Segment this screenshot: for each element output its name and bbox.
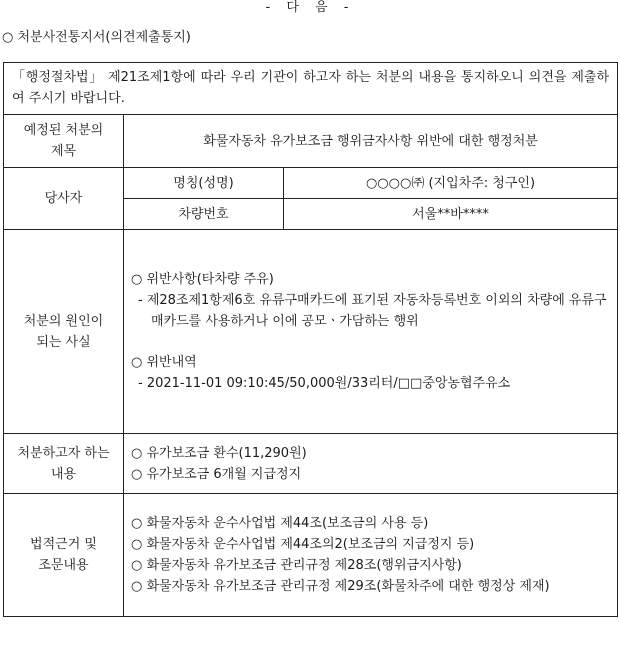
legal-row xyxy=(4,494,618,617)
intro-row xyxy=(4,63,618,115)
title-label-line2: 제목 xyxy=(50,144,77,159)
legal-label xyxy=(4,494,124,617)
content-label xyxy=(4,434,124,494)
party-name-label: 명칭(성명) xyxy=(124,168,284,199)
content-label-line1: 처분하고자 하는 xyxy=(17,445,110,461)
title-label-line1: 예정된 처분의 xyxy=(23,123,104,138)
content-items xyxy=(124,434,618,494)
intro-text: 「행정절차법」 제21조제1항에 따라 우리 기관이 하고자 하는 처분의 내용을 통지하오니 의견을 제출하여 주시기 바랍니다. xyxy=(4,63,618,115)
legal-items xyxy=(124,494,618,617)
legal-item: ○ 화물자동차 운수사업법 제44조의2(보조금의 지급정지 등) xyxy=(131,537,475,552)
party-label: 당사자 xyxy=(4,168,124,230)
party-name-row xyxy=(4,168,618,199)
violation-head: ○ 위반사항(타차량 주유) xyxy=(131,272,274,287)
legal-label-line2: 조문내용 xyxy=(38,558,89,573)
cause-content xyxy=(124,230,618,434)
title-label xyxy=(4,115,124,168)
legal-label-line1: 법적근거 및 xyxy=(30,537,97,552)
legal-item: ○ 화물자동차 유가보조금 관리규정 제29조(화물차주에 대한 행정상 제재) xyxy=(131,579,550,594)
content-row xyxy=(4,434,618,494)
content-item: ○ 유가보조금 6개월 지급정지 xyxy=(131,466,302,482)
notice-table xyxy=(3,62,618,617)
section-title: ○ 처분사전통지서(의견제출통지) xyxy=(2,30,191,45)
cause-row xyxy=(4,230,618,434)
legal-item: ○ 화물자동차 유가보조금 관리규정 제28조(행위금지사항) xyxy=(131,558,462,573)
violation-detail: - 제28조제1항제6호 유류구매카드에 표기된 자동차등록번호 이외의 차량에 유류구매카드를 사용하거나 이에 공모ㆍ가담하는 행위 xyxy=(138,293,607,329)
cause-label-line1: 처분의 원인이 xyxy=(23,313,104,329)
party-name-value: ○○○○㈜ (지입차주: 청구인) xyxy=(284,168,618,199)
legal-item: ○ 화물자동차 운수사업법 제44조(보조금의 사용 등) xyxy=(131,516,429,531)
cause-label xyxy=(4,230,124,434)
content-item: ○ 유가보조금 환수(11,290원) xyxy=(131,445,307,461)
notice-heading: - 다 음 - xyxy=(265,0,355,15)
vehicle-value: 서울**바**** xyxy=(284,199,618,230)
cause-label-line2: 되는 사실 xyxy=(36,334,91,350)
title-value: 화물자동차 유가보조금 행위금자사항 위반에 대한 행정처분 xyxy=(124,115,618,168)
vehicle-label: 차량번호 xyxy=(124,199,284,230)
content-label-line2: 내용 xyxy=(50,466,77,482)
title-row xyxy=(4,115,618,168)
record-head: ○ 위반내역 xyxy=(131,355,197,370)
record-detail: - 2021-11-01 09:10:45/50,000원/33리터/□□중앙농협주유소 xyxy=(138,376,511,391)
